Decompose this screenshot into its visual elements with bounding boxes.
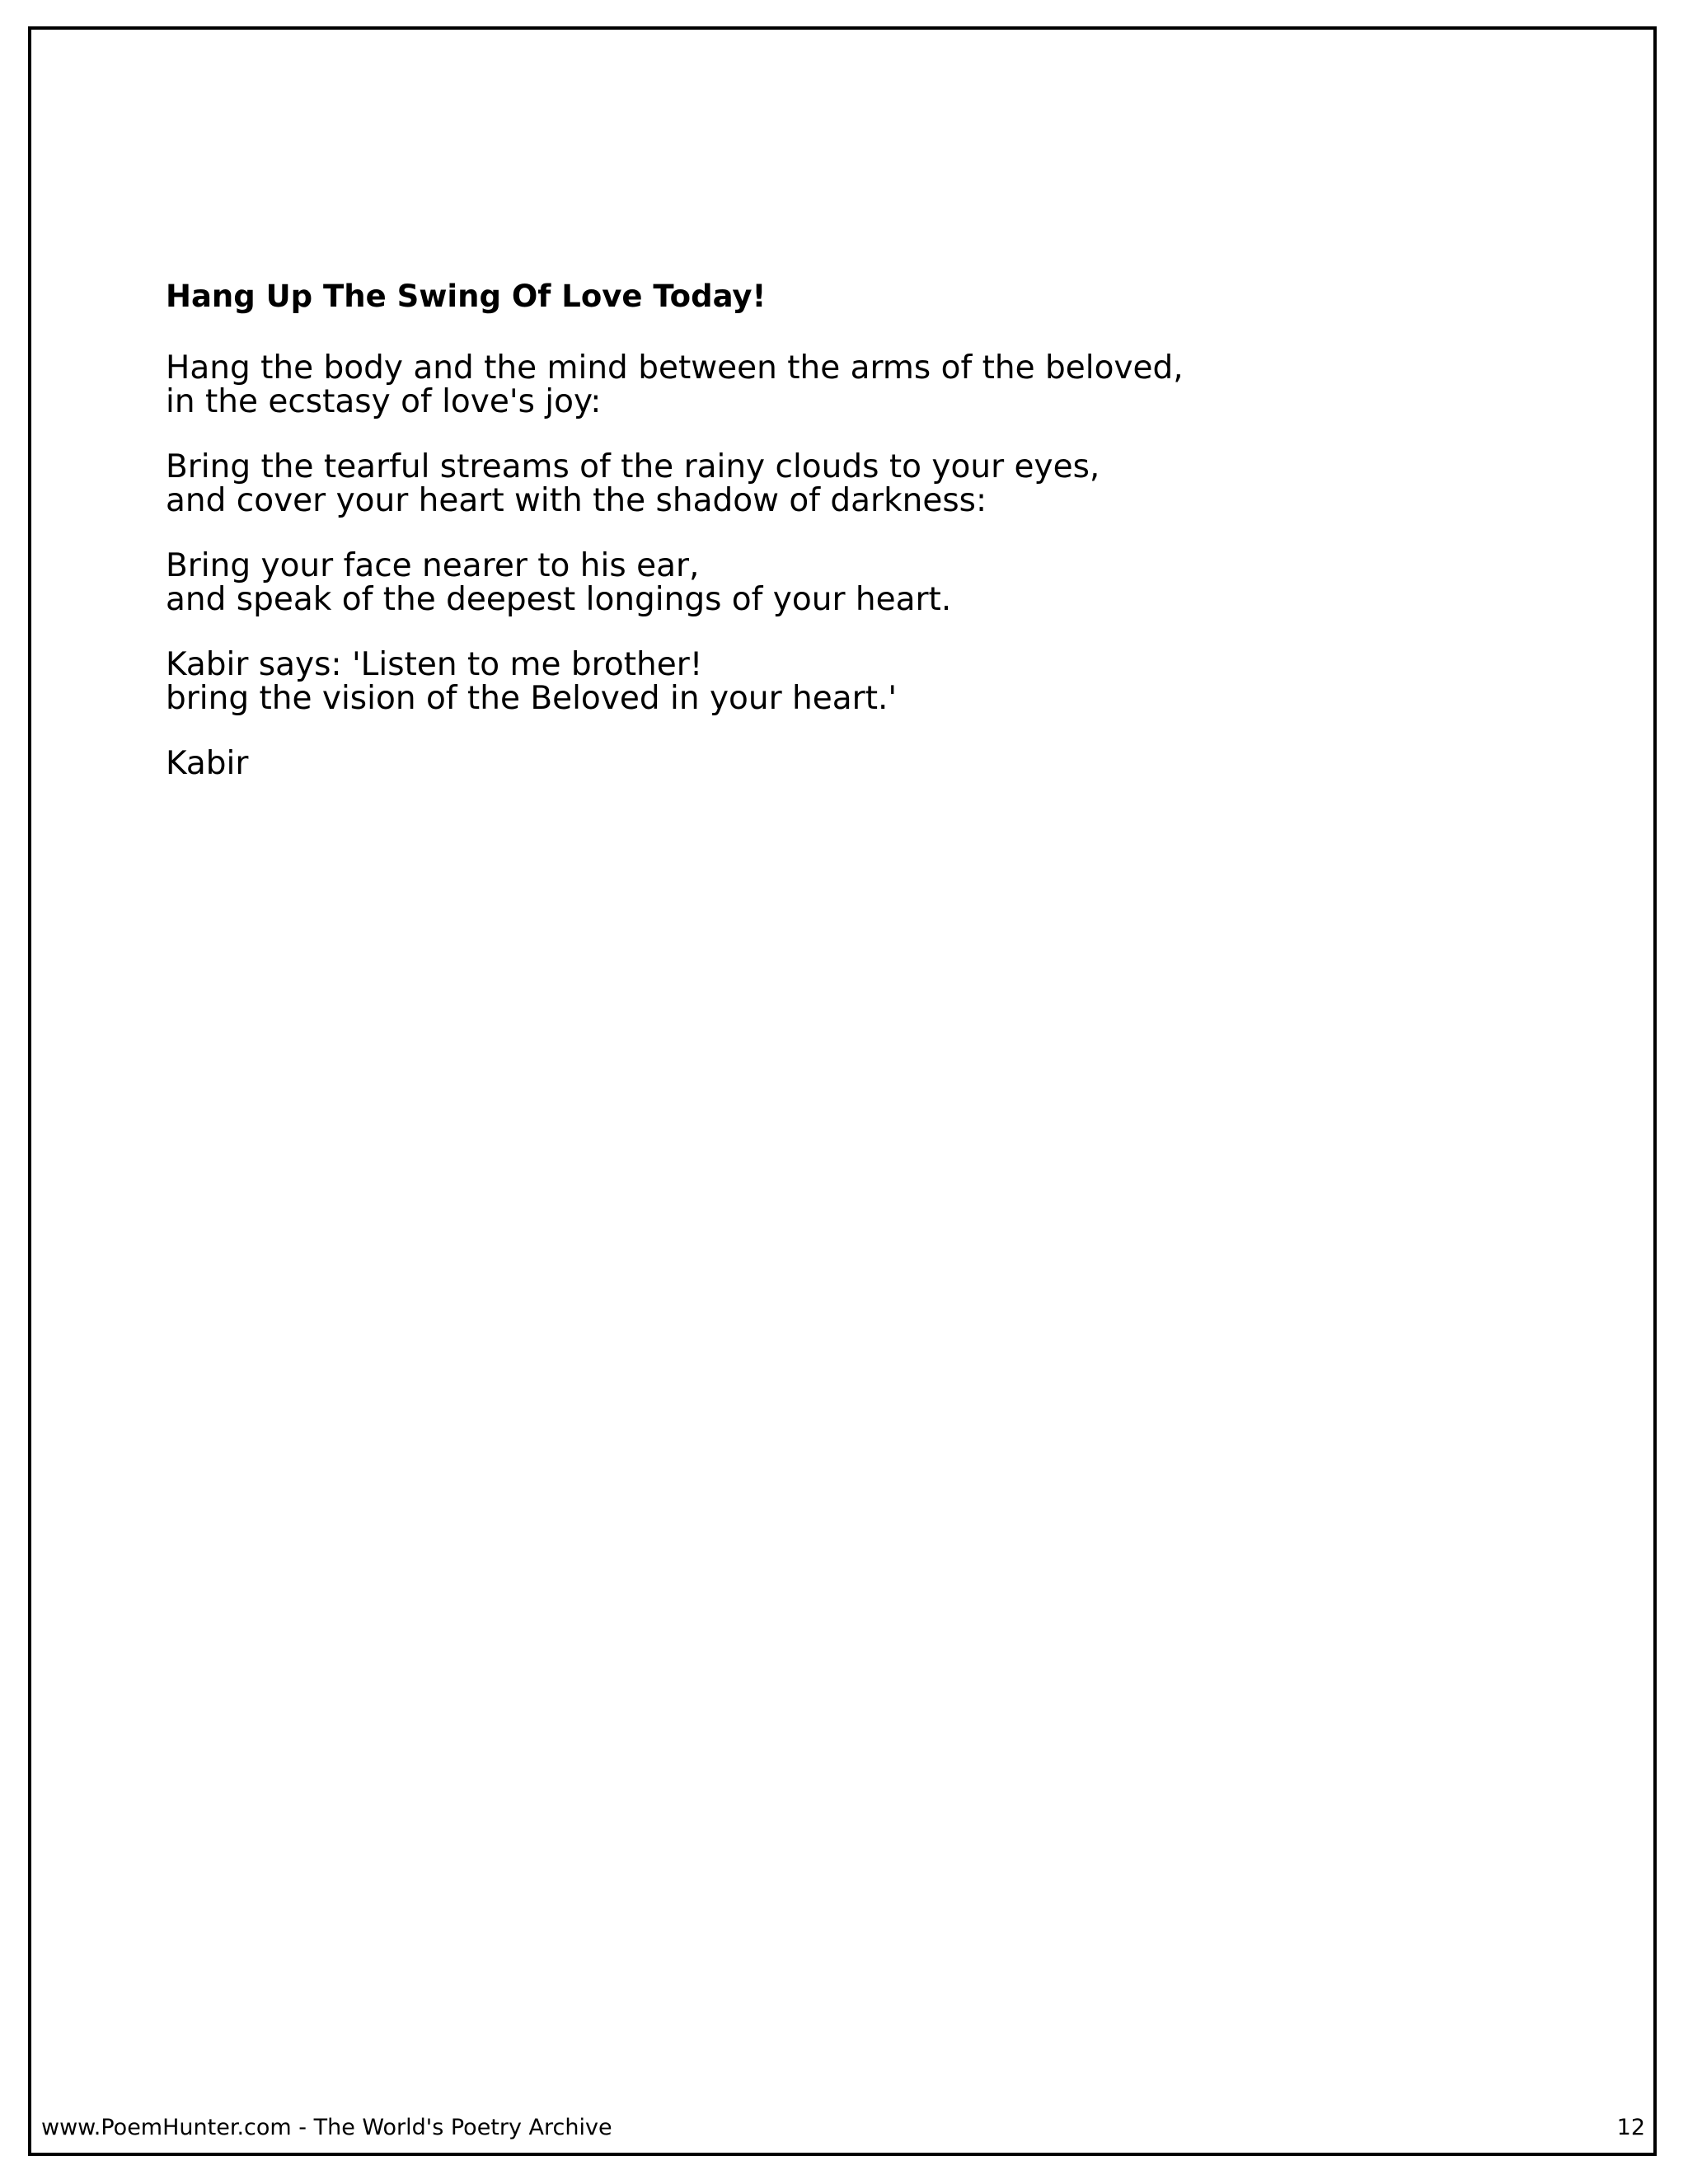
footer-source: www.PoemHunter.com - The World's Poetry Archive	[41, 2115, 612, 2140]
poem-line: in the ecstasy of love's joy:	[166, 383, 602, 420]
poem-line: Bring the tearful streams of the rainy clouds to your eyes,	[166, 448, 1100, 485]
stanza	[166, 351, 1567, 419]
page-number: 12	[1616, 2115, 1645, 2140]
stanza	[166, 648, 1567, 715]
poem-line: Kabir says: 'Listen to me brother!	[166, 646, 703, 683]
poem-author: Kabir	[166, 745, 249, 782]
poem-line: Bring your face nearer to his ear,	[166, 547, 700, 584]
stanza	[166, 549, 1567, 616]
poem	[166, 277, 1567, 780]
poem-line: bring the vision of the Beloved in your heart.'	[166, 680, 898, 717]
poem-title: Hang Up The Swing Of Love Today!	[166, 279, 767, 314]
poem-line: and speak of the deepest longings of your heart.	[166, 581, 952, 618]
stanza	[166, 450, 1567, 518]
poem-line: and cover your heart with the shadow of darkness:	[166, 482, 987, 519]
poem-line: Hang the body and the mind between the arms of the beloved,	[166, 349, 1184, 387]
